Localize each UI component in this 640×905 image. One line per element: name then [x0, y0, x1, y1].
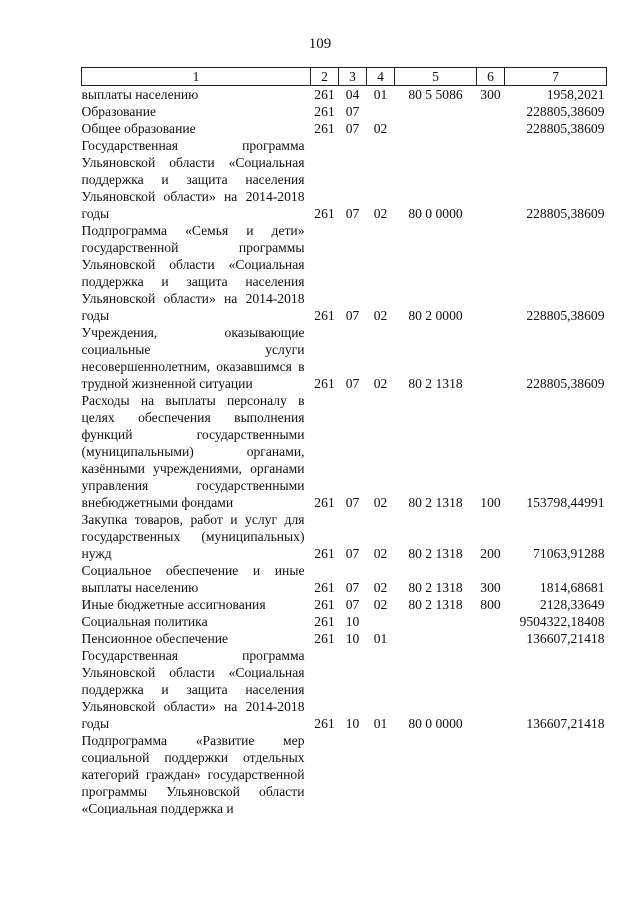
row-col-6: [477, 630, 505, 647]
row-col-6: [477, 103, 505, 120]
row-col-3: 07: [345, 495, 360, 510]
header-col-2: 2: [311, 68, 339, 86]
table-row: [82, 613, 607, 630]
row-col-7: [505, 732, 607, 817]
row-name: Общее образование: [81, 121, 196, 136]
table-row: [82, 103, 607, 120]
row-col-3: 10: [345, 614, 360, 629]
row-col-5: [395, 103, 477, 120]
row-col-2: 261: [314, 631, 335, 646]
row-col-3: 10: [345, 716, 360, 731]
row-col-3: 07: [345, 206, 360, 221]
row-name: Расходы на выплаты персоналу в целях обеспечения выполнения функций государственными (муниципальными) органами, казёнными учреждениями, органами управления государственными внебюджетными фондами: [81, 393, 305, 510]
budget-table: [81, 67, 607, 817]
row-col-5: 80 0 0000: [408, 206, 463, 221]
row-col-2: 261: [314, 546, 335, 561]
row-col-2: 261: [314, 580, 335, 595]
table-row: [82, 222, 607, 324]
row-col-4: 02: [373, 308, 388, 323]
row-col-4: 02: [373, 206, 388, 221]
row-col-4: 02: [373, 376, 388, 391]
row-name: Социальное обеспечение и иные выплаты населению: [81, 563, 305, 595]
header-col-6: 6: [477, 68, 505, 86]
row-name: Подпрограмма «Развитие мер социальной поддержки отдельных категорий граждан» государственной программы Ульяновской области «Социальная поддержка и: [81, 733, 305, 816]
row-col-6: 300: [480, 580, 501, 595]
row-col-4: 01: [373, 716, 388, 731]
row-col-3: [339, 732, 367, 817]
row-col-3: 07: [345, 376, 360, 391]
row-col-7: 71063,91288: [533, 546, 605, 561]
row-col-2: 261: [314, 376, 335, 391]
row-col-5: 80 2 1318: [408, 376, 463, 391]
row-col-3: 04: [345, 87, 360, 102]
row-name: Социальная политика: [81, 614, 208, 629]
row-col-2: 261: [314, 121, 335, 136]
row-col-4: 02: [373, 495, 388, 510]
row-col-3: 10: [345, 631, 360, 646]
row-name: Закупка товаров, работ и услуг для государственных (муниципальных) нужд: [81, 512, 305, 561]
row-col-6: [477, 732, 505, 817]
row-col-7: 228805,38609: [526, 308, 605, 323]
row-col-5: 80 2 0000: [408, 308, 463, 323]
row-col-2: 261: [314, 206, 335, 221]
row-col-6: [477, 647, 505, 732]
header-col-7: 7: [505, 68, 607, 86]
table-row: [82, 647, 607, 732]
row-col-7: 9504322,18408: [519, 614, 605, 629]
table-row: [82, 511, 607, 562]
header-col-5: 5: [395, 68, 477, 86]
row-name: Образование: [81, 104, 157, 119]
row-col-2: 261: [314, 104, 335, 119]
row-name: Пенсионное обеспечение: [81, 631, 229, 646]
row-name: Иные бюджетные ассигнования: [81, 597, 266, 612]
row-col-4: 02: [373, 580, 388, 595]
row-name: Подпрограмма «Семья и дети» государственной программы Ульяновской области «Социальная поддержка и защита населения Ульяновской области» на 2014-2018 годы: [81, 223, 305, 323]
row-col-7: 228805,38609: [526, 376, 605, 391]
row-col-5: [395, 613, 477, 630]
table-header: [82, 68, 607, 86]
row-col-2: 261: [314, 308, 335, 323]
row-col-5: [395, 120, 477, 137]
row-col-4: 02: [373, 597, 388, 612]
table-row: [82, 630, 607, 647]
row-col-7: 2128,33649: [539, 597, 605, 612]
row-col-7: 136607,21418: [526, 631, 605, 646]
row-col-2: 261: [314, 716, 335, 731]
row-col-3: 07: [345, 308, 360, 323]
table-row: [82, 392, 607, 511]
row-col-4: 02: [373, 121, 388, 136]
row-col-4: [367, 613, 395, 630]
row-col-5: 80 2 1318: [408, 597, 463, 612]
table-row: [82, 137, 607, 222]
row-name: Учреждения, оказывающие социальные услуги несовершеннолетним, оказавшимся в трудной жизненной ситуации: [81, 325, 305, 391]
row-col-5: 80 2 1318: [408, 546, 463, 561]
row-col-2: 261: [314, 597, 335, 612]
row-col-6: [477, 613, 505, 630]
row-col-6: [477, 324, 505, 392]
row-col-3: 07: [345, 597, 360, 612]
table-row: [82, 86, 607, 104]
row-col-6: [477, 137, 505, 222]
row-col-7: 1814,68681: [539, 580, 605, 595]
row-col-6: [477, 120, 505, 137]
row-col-2: 261: [314, 614, 335, 629]
row-col-7: 1958,2021: [546, 87, 605, 102]
row-col-2: 261: [314, 495, 335, 510]
row-col-3: 07: [345, 104, 360, 119]
row-col-4: [367, 732, 395, 817]
row-col-3: 07: [345, 546, 360, 561]
row-col-2: [311, 732, 339, 817]
table-row: [82, 562, 607, 596]
row-name: Государственная программа Ульяновской области «Социальная поддержка и защита населения Ульяновской области» на 2014-2018 годы: [81, 648, 305, 731]
row-col-3: 07: [345, 121, 360, 136]
row-col-2: 261: [314, 87, 335, 102]
row-col-6: 300: [480, 87, 501, 102]
row-col-3: 07: [345, 580, 360, 595]
row-col-5: 80 0 0000: [408, 716, 463, 731]
row-col-5: 80 2 1318: [408, 495, 463, 510]
row-col-7: 228805,38609: [526, 121, 605, 136]
row-name: выплаты населению: [81, 87, 199, 102]
row-col-7: 153798,44991: [526, 495, 605, 510]
row-col-6: 100: [480, 495, 501, 510]
header-col-3: 3: [339, 68, 367, 86]
row-col-5: [395, 732, 477, 817]
table-row: [82, 324, 607, 392]
row-col-4: 01: [373, 631, 388, 646]
row-col-7: 228805,38609: [526, 104, 605, 119]
header-col-4: 4: [367, 68, 395, 86]
row-col-5: 80 2 1318: [408, 580, 463, 595]
row-col-4: [367, 103, 395, 120]
row-col-6: [477, 222, 505, 324]
header-col-1: 1: [82, 68, 311, 86]
table-body: [82, 86, 607, 818]
row-col-7: 136607,21418: [526, 716, 605, 731]
row-col-4: 01: [373, 87, 388, 102]
row-name: Государственная программа Ульяновской области «Социальная поддержка и защита населения Ульяновской области» на 2014-2018 годы: [81, 138, 305, 221]
header-row: [82, 68, 607, 86]
row-col-5: 80 5 5086: [408, 87, 463, 102]
row-col-6: 800: [480, 597, 501, 612]
table-row: [82, 596, 607, 613]
table-row: [82, 120, 607, 137]
table-row: [82, 732, 607, 817]
row-col-4: 02: [373, 546, 388, 561]
row-col-6: 200: [480, 546, 501, 561]
page-number: 109: [308, 36, 332, 52]
row-col-7: 228805,38609: [526, 206, 605, 221]
row-col-5: [395, 630, 477, 647]
